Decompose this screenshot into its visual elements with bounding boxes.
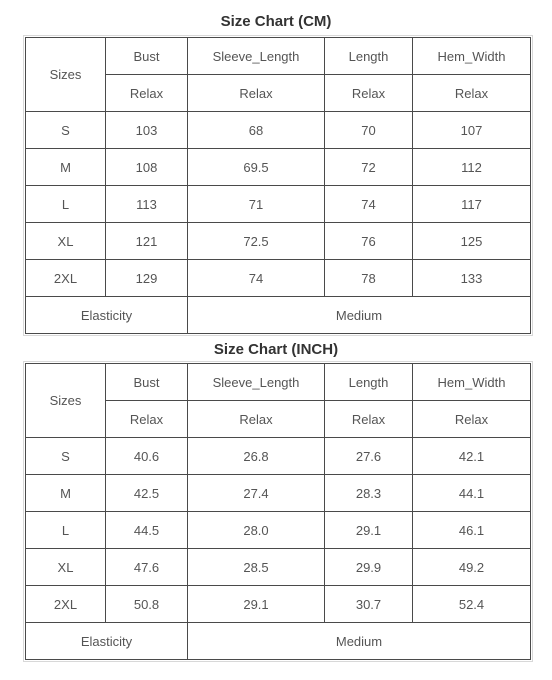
bust-cell: 40.6	[106, 438, 188, 475]
column-header-sleeve-length: Sleeve_Length	[188, 364, 325, 401]
size-cell: 2XL	[26, 586, 106, 623]
hem-width-cell: 107	[413, 112, 531, 149]
bust-cell: 113	[106, 186, 188, 223]
bust-cell: 47.6	[106, 549, 188, 586]
column-header-hem-width: Hem_Width	[413, 364, 531, 401]
fit-label: Relax	[325, 401, 413, 438]
sleeve-length-cell: 71	[188, 186, 325, 223]
table-row	[26, 112, 531, 149]
elasticity-row	[26, 297, 531, 334]
fit-label: Relax	[106, 401, 188, 438]
size-chart-inch-title: Size Chart (INCH)	[213, 341, 339, 358]
size-cell: M	[26, 149, 106, 186]
table-row	[26, 549, 531, 586]
table-row	[26, 223, 531, 260]
sleeve-length-cell: 28.5	[188, 549, 325, 586]
sleeve-length-cell: 69.5	[188, 149, 325, 186]
size-chart-cm-table	[25, 37, 531, 334]
elasticity-value: Medium	[188, 297, 531, 334]
length-cell: 74	[325, 186, 413, 223]
sleeve-length-cell: 68	[188, 112, 325, 149]
table-row	[26, 186, 531, 223]
fit-label: Relax	[413, 401, 531, 438]
length-cell: 29.1	[325, 512, 413, 549]
size-cell: 2XL	[26, 260, 106, 297]
length-cell: 29.9	[325, 549, 413, 586]
table-row	[26, 586, 531, 623]
length-cell: 27.6	[325, 438, 413, 475]
table-row	[26, 438, 531, 475]
bust-cell: 103	[106, 112, 188, 149]
header-row	[26, 38, 531, 75]
bust-cell: 108	[106, 149, 188, 186]
size-cell: XL	[26, 223, 106, 260]
bust-cell: 44.5	[106, 512, 188, 549]
fit-label: Relax	[188, 401, 325, 438]
hem-width-cell: 46.1	[413, 512, 531, 549]
size-cell: S	[26, 112, 106, 149]
length-cell: 72	[325, 149, 413, 186]
column-header-sleeve-length: Sleeve_Length	[188, 38, 325, 75]
sleeve-length-cell: 74	[188, 260, 325, 297]
size-cell: XL	[26, 549, 106, 586]
sleeve-length-cell: 29.1	[188, 586, 325, 623]
sleeve-length-cell: 26.8	[188, 438, 325, 475]
column-header-bust: Bust	[106, 38, 188, 75]
hem-width-cell: 117	[413, 186, 531, 223]
size-cell: L	[26, 186, 106, 223]
sleeve-length-cell: 72.5	[188, 223, 325, 260]
elasticity-row	[26, 623, 531, 660]
column-header-bust: Bust	[106, 364, 188, 401]
hem-width-cell: 52.4	[413, 586, 531, 623]
sizes-header: Sizes	[26, 38, 106, 112]
hem-width-cell: 49.2	[413, 549, 531, 586]
column-header-length: Length	[325, 38, 413, 75]
length-cell: 76	[325, 223, 413, 260]
fit-label: Relax	[188, 75, 325, 112]
bust-cell: 42.5	[106, 475, 188, 512]
fit-label: Relax	[106, 75, 188, 112]
fit-label: Relax	[325, 75, 413, 112]
hem-width-cell: 112	[413, 149, 531, 186]
bust-cell: 129	[106, 260, 188, 297]
elasticity-label: Elasticity	[26, 297, 188, 334]
length-cell: 78	[325, 260, 413, 297]
bust-cell: 121	[106, 223, 188, 260]
hem-width-cell: 42.1	[413, 438, 531, 475]
length-cell: 30.7	[325, 586, 413, 623]
size-chart-cm-title: Size Chart (CM)	[220, 13, 332, 30]
column-header-length: Length	[325, 364, 413, 401]
size-chart-inch-table	[25, 363, 531, 660]
sleeve-length-cell: 28.0	[188, 512, 325, 549]
table-row	[26, 512, 531, 549]
size-cell: S	[26, 438, 106, 475]
table-row	[26, 260, 531, 297]
header-row	[26, 364, 531, 401]
sizes-header: Sizes	[26, 364, 106, 438]
length-cell: 70	[325, 112, 413, 149]
fit-label: Relax	[413, 75, 531, 112]
elasticity-label: Elasticity	[26, 623, 188, 660]
column-header-hem-width: Hem_Width	[413, 38, 531, 75]
length-cell: 28.3	[325, 475, 413, 512]
sleeve-length-cell: 27.4	[188, 475, 325, 512]
elasticity-value: Medium	[188, 623, 531, 660]
bust-cell: 50.8	[106, 586, 188, 623]
table-row	[26, 149, 531, 186]
hem-width-cell: 44.1	[413, 475, 531, 512]
hem-width-cell: 133	[413, 260, 531, 297]
size-cell: L	[26, 512, 106, 549]
hem-width-cell: 125	[413, 223, 531, 260]
table-row	[26, 475, 531, 512]
size-cell: M	[26, 475, 106, 512]
